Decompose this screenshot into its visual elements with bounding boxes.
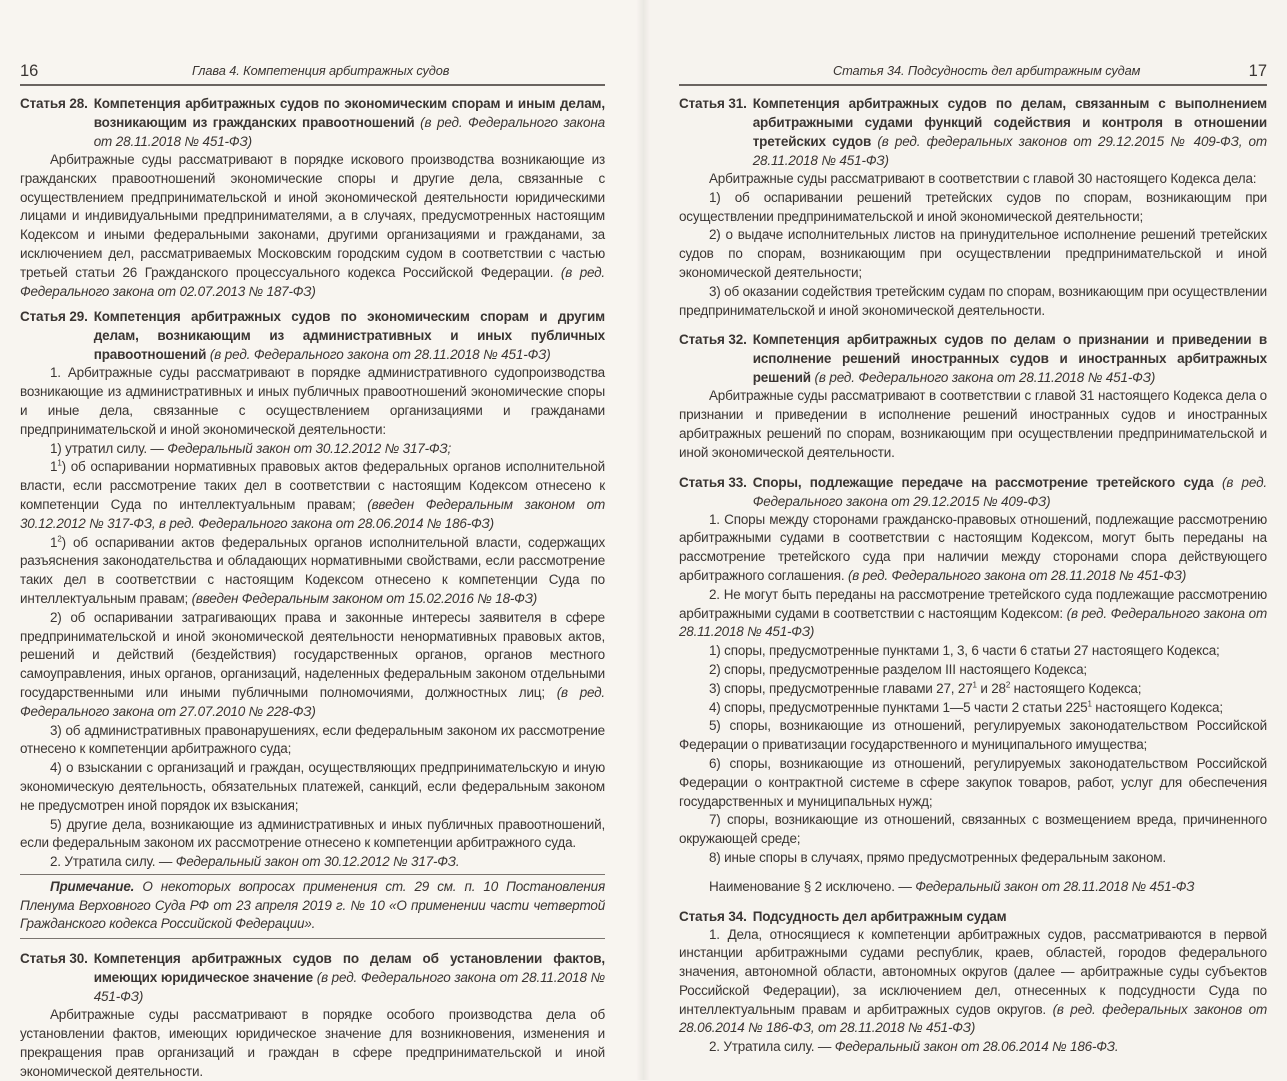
article-number: Статья 32. xyxy=(679,332,747,348)
list-item xyxy=(20,458,605,533)
edition-note: (в ред. Федерального закона от 28.11.2018 № 451-ФЗ) xyxy=(93,970,605,1005)
page-number: 17 xyxy=(1248,62,1267,80)
article-heading xyxy=(20,949,605,1006)
list-item: 2) о выдаче исполнительных листов на принудительное исполнение решений третейских судов по спорам, возникающим при осуществлении предпринимательской и иной экономической деятельности; xyxy=(679,227,1267,280)
article-title: Споры, подлежащие передаче на рассмотрение третейского суда xyxy=(752,474,1214,490)
article-number: Статья 33. xyxy=(679,474,747,490)
edition-note: (введен Федеральным законом от 30.12.2012 № 317-ФЗ, в ред. Федерального закона от 28.06.2014 № 186-ФЗ) xyxy=(20,496,605,531)
edition-note: (в ред. Федерального закона от 29.12.2015 № 409-ФЗ) xyxy=(752,474,1268,509)
list-item: 7) споры, возникающие из отношений, связанных с возмещением вреда, причиненного окружающей среде; xyxy=(679,812,1267,847)
superscript: 1 xyxy=(1087,699,1092,709)
running-header xyxy=(679,60,1267,86)
paragraph xyxy=(20,151,605,301)
edition-note: (в ред. Федерального закона от 27.07.2010 № 228-ФЗ) xyxy=(20,684,605,719)
item-text: ) об оспаривании нормативных правовых актов федеральных органов исполнительной власти, если рассмотрение таких дел в соответствии с настоящим Кодексом отнесено к компетенции Суда по интеллектуальным правам; xyxy=(20,459,605,512)
list-item xyxy=(20,609,605,722)
list-item xyxy=(20,534,605,609)
paragraph: Арбитражные суды рассматривают в соответствии с главой 30 настоящего Кодекса дела: xyxy=(709,171,1257,186)
section-note xyxy=(679,878,1267,897)
article-heading xyxy=(679,907,1267,926)
edition-note: (в ред. Федерального закона от 28.11.2018 № 451-ФЗ) xyxy=(679,605,1267,640)
article-heading xyxy=(679,94,1267,170)
list-item: 2) споры, предусмотренные разделом III настоящего Кодекса; xyxy=(709,661,1087,677)
article-title: Компетенция арбитражных судов по экономическим спорам и иным делам, возникающим из гражданских правоотношений xyxy=(93,96,605,130)
item-text: ) об оспаривании актов федеральных органов исполнительной власти, содержащих разъяснения законодательства и обладающих нормативными свойствами, если рассмотрение таких дел в соответствии с настоящим Кодексом отнесено к компетенции Суда по интеллектуальным правам; xyxy=(20,534,605,606)
article-29 xyxy=(20,307,605,939)
edition-note: Федеральный закон от 28.11.2018 № 451-ФЗ xyxy=(915,878,1195,894)
paragraph: Арбитражные суды рассматривают в порядке особого производства дела об установлении фактов, имеющих юридическое значение для возникновения, изменения и прекращения прав организаций и граждан в сфере предпринимательской и иной экономической деятельности. xyxy=(20,1007,605,1079)
page-number: 16 xyxy=(20,62,39,80)
paragraph xyxy=(679,586,1267,642)
note-text: О некоторых вопросах применения ст. 29 см. п. 10 Постановления Пленума Верховного Суда РФ от 23 апреля 2019 г. № 10 «О применении части четвертой Гражданского кодекса Российской Федерации». xyxy=(20,878,605,932)
article-number: Статья 29. xyxy=(20,309,88,325)
superscript: 2 xyxy=(57,534,62,544)
note-label: Примечание. xyxy=(50,878,135,894)
paragraph-text: 2. Утратила силу. — xyxy=(709,1039,832,1055)
article-number: Статья 34. xyxy=(679,908,747,924)
paragraph-text: 1. Дела, относящиеся к компетенции арбитражных судов, рассматриваются в первой инстанции арбитражными судами республик, краев, областей, городов федерального значения, автономной области, автономных округов (далее — арбитражные суды субъектов Российской Федерации), за исключением дел, отнесенных к подсудности Суда по интеллектуальным правам и арбитражных судов округов. xyxy=(679,926,1267,1017)
article-32 xyxy=(679,330,1267,462)
list-item: 5) споры, возникающие из отношений, регулируемых законодательством Российской Федерации о приватизации государственного и муниципального имущества; xyxy=(679,718,1267,753)
list-item xyxy=(679,680,1267,699)
paragraph-text: Арбитражные суды рассматривают в порядке искового производства возникающие из гражданских правоотношений экономические споры и другие дела, связанные с осуществлением предпринимательской и иной экономической деятельности юридическими лицами и индивидуальными предпринимателями, а в случаях, предусмотренных настоящим Кодексом и иными федеральными законами, другими организациями и гражданами, за исключением дел, рассматриваемых Московским городским судом в соответствии с частью третьей статьи 26 Гражданского процессуального кодекса Российской Федерации. xyxy=(20,152,605,280)
edition-note: (в ред. Федерального закона от 28.11.2018 № 451-ФЗ) xyxy=(209,347,551,363)
article-title: Компетенция арбитражных судов по делам, связанным с выполнением арбитражными судами функций содействия и контроля в отношении третейских судов xyxy=(752,96,1267,149)
paragraph-text: 1. Споры между сторонами гражданско-правовых отношений, подлежащие рассмотрению арбитражными судами в соответствии с настоящим Кодексом, могут быть переданы на рассмотрение третейского суда при наличии между сторонами спора действующего арбитражного соглашения. xyxy=(679,511,1267,583)
edition-note: (в ред. федеральных законов от 29.12.2015 № 409-ФЗ, от 28.11.2018 № 451-ФЗ) xyxy=(752,134,1268,168)
running-title: Глава 4. Компетенция арбитражных судов xyxy=(192,63,450,78)
article-title: Компетенция арбитражных судов по экономическим спорам и другим делам, возникающим из административных и иных публичных правоотношений xyxy=(93,309,605,363)
paragraph xyxy=(679,926,1267,1039)
list-item: 1) об оспаривании решений третейских судов по спорам, возникающим при осуществлении предпринимательской и иной экономической деятельности; xyxy=(679,189,1267,224)
article-33 xyxy=(679,473,1267,868)
footnote-remark xyxy=(20,874,605,939)
running-header xyxy=(20,60,605,86)
paragraph-text: 2. Не могут быть переданы на рассмотрение третейского суда подлежащие рассмотрению арбитражными судами в соответствии с настоящим Кодексом: xyxy=(679,586,1267,621)
list-item: 5) другие дела, возникающие из административных и иных публичных правоотношений, если федеральным законом их рассмотрение отнесено к компетенции арбитражного суда. xyxy=(20,816,605,851)
list-item: 8) иные споры в случаях, прямо предусмотренных федеральным законом. xyxy=(709,849,1166,865)
superscript: 2 xyxy=(1005,680,1011,690)
edition-note: Федеральный закон от 30.12.2012 № 317-ФЗ; xyxy=(167,440,452,456)
article-34 xyxy=(679,907,1267,1058)
list-item: 4) о взыскании с организаций и граждан, осуществляющих предпринимательскую и иную экономическую деятельность, обязательных платежей, санкций, если федеральным законом не предусмотрен иной порядок их взыскания; xyxy=(20,760,605,813)
book-gutter xyxy=(636,0,650,1080)
article-title: Компетенция арбитражных судов по делам о признании и приведении в исполнение решений иностранных судов и иностранных арбитражных решений xyxy=(752,332,1267,386)
item-number: 1 xyxy=(50,459,58,475)
article-title: Подсудность дел арбитражным судам xyxy=(752,908,1007,924)
item-text: настоящего Кодекса; xyxy=(1091,699,1223,715)
section-note-text: Наименование § 2 исключено. — xyxy=(709,878,912,894)
edition-note: Федеральный закон от 28.06.2014 № 186-ФЗ. xyxy=(834,1039,1119,1055)
list-item: 1) споры, предусмотренные пунктами 1, 3, 6 части 6 статьи 27 настоящего Кодекса; xyxy=(709,643,1220,659)
article-title: Компетенция арбитражных судов по делам об установлении фактов, имеющих юридическое значение xyxy=(93,951,605,986)
paragraph xyxy=(679,1038,1267,1057)
edition-note: (в ред. федеральных законов от 28.06.2014 № 186-ФЗ, от 28.11.2018 № 451-ФЗ) xyxy=(679,1001,1267,1036)
edition-note: (в ред. Федерального закона от 28.11.2018 № 451-ФЗ) xyxy=(814,370,1156,386)
item-text: 2) об оспаривании затрагивающих права и законные интересы заявителя в сфере предпринимательской и иной экономической деятельности ненормативных правовых актов, решений и действий (бездействия) государственных органов, органов местного самоуправления, иных органов, организаций, наделенных федеральным законом отдельными государственными или иными публичными полномочиями, должностных лиц; xyxy=(20,609,605,700)
edition-note: (в ред. Федерального закона от 02.07.2013 № 187-ФЗ) xyxy=(20,264,605,299)
item-text: 1) утратил силу. — xyxy=(50,440,164,456)
item-text: настоящего Кодекса; xyxy=(1010,680,1142,696)
article-number: Статья 31. xyxy=(679,96,747,111)
item-text: 3) споры, предусмотренные главами 27, 27 xyxy=(709,680,973,696)
running-title: Статья 34. Подсудность дел арбитражным судам xyxy=(833,63,1141,78)
paragraph xyxy=(20,853,605,872)
edition-note: (в ред. Федерального закона от 28.11.2018 № 451-ФЗ) xyxy=(847,567,1187,583)
list-item xyxy=(679,699,1267,718)
edition-note: (в ред. Федерального закона от 28.11.2018 № 451-ФЗ) xyxy=(93,115,605,149)
item-text: и 28 xyxy=(976,680,1006,696)
article-31 xyxy=(679,94,1267,320)
article-heading xyxy=(20,94,605,151)
edition-note: Федеральный закон от 30.12.2012 № 317-ФЗ. xyxy=(175,854,460,870)
article-28 xyxy=(20,94,605,301)
article-number: Статья 30. xyxy=(20,951,88,967)
paragraph: Арбитражные суды рассматривают в соответствии с главой 31 настоящего Кодекса дела о признании и приведении в исполнение решений иностранных судов и иностранных арбитражных решений по спорам, возникающим при осуществлении предпринимательской и иной экономической деятельности. xyxy=(679,388,1267,460)
left-page xyxy=(0,0,643,1080)
paragraph-text: 2. Утратила силу. — xyxy=(50,854,173,870)
superscript: 1 xyxy=(972,680,977,690)
article-heading xyxy=(20,307,605,364)
paragraph xyxy=(679,511,1267,586)
article-heading xyxy=(679,330,1267,387)
list-item: 3) об административных правонарушениях, если федеральным законом их рассмотрение отнесено к компетенции арбитражного суда; xyxy=(20,722,605,757)
article-number: Статья 28. xyxy=(20,96,88,111)
article-heading xyxy=(679,473,1267,511)
paragraph: 1. Арбитражные суды рассматривают в порядке административного судопроизводства возникающие из административных и иных публичных правоотношений экономические споры и иные дела, связанные с осуществлением организациями и гражданами предпринимательской и иной экономической деятельности: xyxy=(20,365,605,437)
list-item: 6) споры, возникающие из отношений, регулируемых законодательством Российской Федерации о контрактной системе в сфере закупок товаров, работ, услуг для обеспечения государственных и муниципальных нужд; xyxy=(679,755,1267,809)
edition-note: (введен Федеральным законом от 15.02.2016 № 18-ФЗ) xyxy=(191,590,538,606)
list-item xyxy=(20,440,605,459)
right-page xyxy=(643,0,1287,1080)
superscript: 1 xyxy=(57,458,62,468)
item-text: 4) споры, предусмотренные пунктами 1—5 части 2 статьи 225 xyxy=(709,699,1088,715)
article-30 xyxy=(20,949,605,1081)
list-item: 3) об оказании содействия третейским судам по спорам, возникающим при осуществлении предпринимательской и иной экономической деятельности. xyxy=(679,283,1267,318)
item-number: 1 xyxy=(50,534,58,550)
